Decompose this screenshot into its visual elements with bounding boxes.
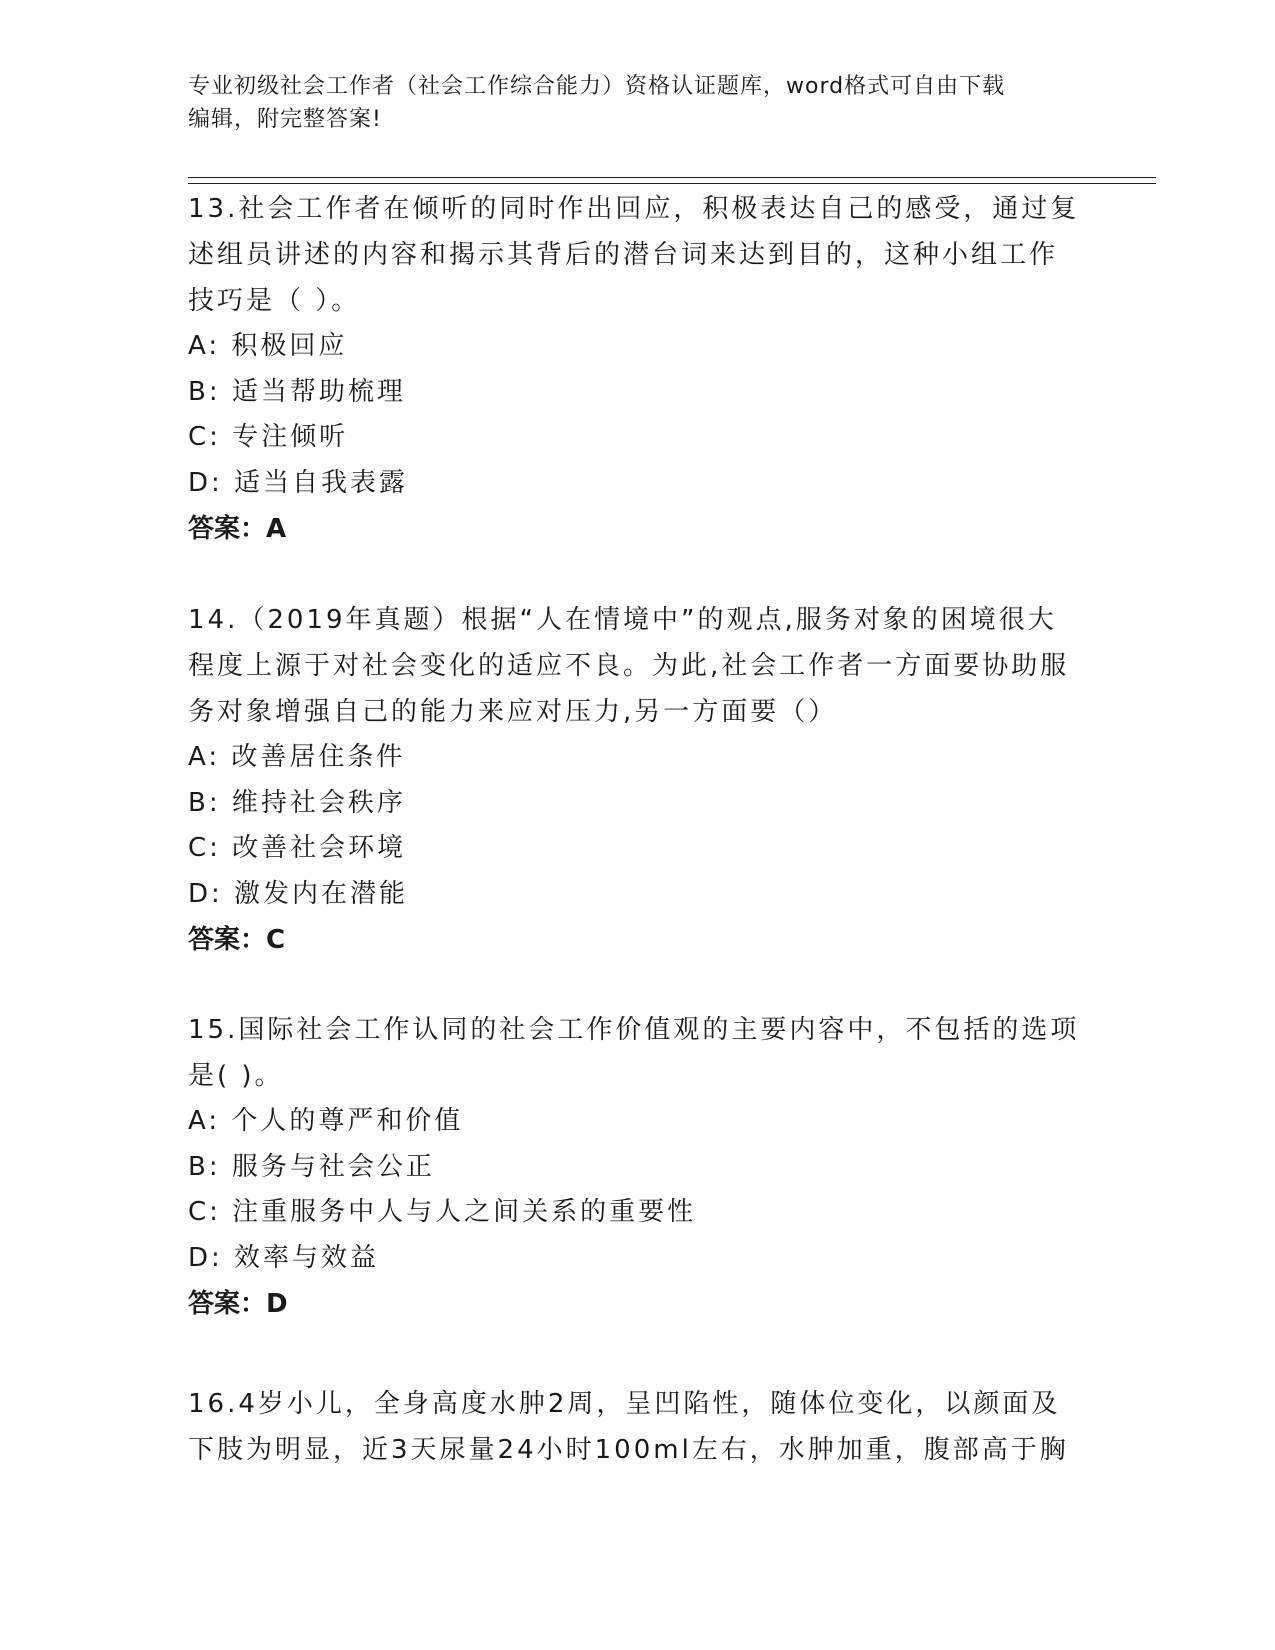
option-b: B: 适当帮助梳理: [188, 376, 406, 407]
stem-line: 下肢为明显，近3天尿量24小时100ml左右，水肿加重，腹部高于胸: [188, 1435, 1069, 1465]
stem-line: 13.社会工作者在倾听的同时作出回应，积极表达自己的感受，通过复: [188, 194, 1080, 224]
question-stem: [188, 1007, 1088, 1099]
page-header: [188, 70, 1068, 136]
question-14: [188, 597, 1088, 963]
stem-line: 述组员讲述的内容和揭示其背后的潜台词来达到目的，这种小组工作: [188, 240, 1059, 270]
stem-line: 技巧是（ ）。: [188, 286, 361, 316]
stem-line: 是( )。: [188, 1061, 284, 1091]
header-line-1: 专业初级社会工作者（社会工作综合能力）资格认证题库，word格式可自由下载: [188, 74, 1006, 99]
answer: 答案：D: [188, 1289, 288, 1319]
question-16: [188, 1381, 1088, 1473]
stem-line: 务对象增强自己的能力来应对压力,另一方面要（）: [188, 697, 838, 727]
option-c: C: 注重服务中人与人之间关系的重要性: [188, 1197, 697, 1227]
stem-line: 程度上源于对社会变化的适应不良。为此,社会工作者一方面要协助服: [188, 651, 1070, 681]
answer: 答案：A: [188, 514, 287, 544]
question-13: [188, 186, 1088, 552]
option-d: D: 效率与效益: [188, 1242, 380, 1273]
option-a: A: 个人的尊严和价值: [188, 1106, 464, 1136]
answer: 答案：C: [188, 925, 286, 955]
question-stem: [188, 186, 1088, 324]
header-line-2: 编辑，附完整答案!: [188, 107, 382, 132]
option-c: C: 专注倾听: [188, 422, 349, 452]
header-divider-bottom: [188, 183, 1156, 184]
option-b: B: 服务与社会公正: [188, 1151, 435, 1182]
stem-line: 15.国际社会工作认同的社会工作价值观的主要内容中，不包括的选项: [188, 1015, 1080, 1045]
header-divider-top: [188, 177, 1156, 178]
option-a: A: 改善居住条件: [188, 742, 406, 772]
stem-line: 14.（2019年真题）根据“人在情境中”的观点,服务对象的困境很大: [188, 605, 1057, 635]
option-d: D: 激发内在潜能: [188, 878, 409, 909]
question-15: [188, 1007, 1088, 1327]
question-stem: [188, 1381, 1088, 1473]
stem-line: 16.4岁小儿，全身高度水肿2周，呈凹陷性，随体位变化，以颜面及: [188, 1389, 1061, 1419]
question-stem: [188, 597, 1088, 735]
option-d: D: 适当自我表露: [188, 467, 409, 498]
option-a: A: 积极回应: [188, 331, 348, 361]
option-b: B: 维持社会秩序: [188, 787, 406, 818]
option-c: C: 改善社会环境: [188, 833, 407, 863]
